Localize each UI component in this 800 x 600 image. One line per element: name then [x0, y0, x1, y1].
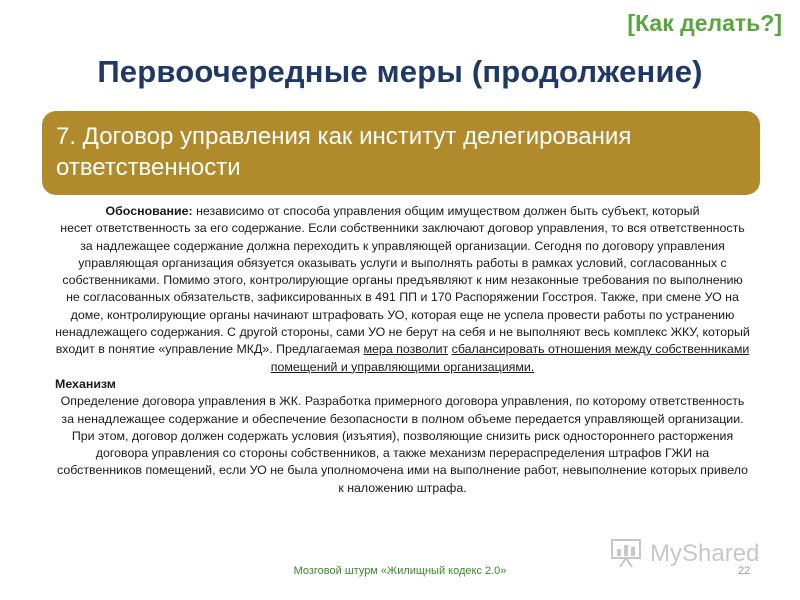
justification-label: Обоснование: [105, 204, 193, 218]
slide-body [55, 203, 750, 497]
footer-text: Мозговой штурм «Жилищный кодекс 2.0» [293, 565, 507, 577]
mechanism-text: Определение договора управления в ЖК. Разработка примерного договора управления, по которому ответственность за ненадлежащее содержание и обеспечение безопасности в полном объеме передается управляющей организации. При этом, договор должен содержать условия (изъятия), позволяющие снизить риск одностороннего расторжения договора управления со стороны собственников, а также механизм перераспределения штрафов ГЖИ на собственников помещений, если УО не была уполномочена ими на выполнение работ, невыполнение которых привело к наложению штрафа. [56, 394, 748, 495]
justification-underlined-2: сбалансировать отношения между собственниками помещений и управляющими организациями. [270, 342, 750, 374]
justification-underlined-1: мера позволит [363, 342, 449, 357]
subtitle-banner [42, 111, 760, 195]
page-number: 22 [738, 565, 751, 577]
justification-paragraph [55, 220, 750, 376]
justification-first-line [55, 203, 750, 220]
section-tag: [Как делать?] [627, 10, 782, 36]
slide-title: Первоочередные меры (продолжение) [97, 54, 703, 89]
banner-text: 7. Договор управления как институт делегирования ответственности [56, 123, 632, 181]
presentation-board-icon [610, 538, 644, 568]
watermark-text: MyShared [650, 540, 760, 567]
mechanism-heading: Механизм [55, 376, 116, 391]
justification-text: несет ответственность за его содержание. Если собственники заключают договор управления, то вся ответственность за надлежащее содержание должна переходить к управляющей организации. Сегодня по договору управления управляющая организация обязуется оказывать услуги и выполнять работы в рамках условий, согласованных с собственниками. Помимо этого, контролирующие органы предъявляют к ним незаконные требования по выполнению не согласованных обязательств, зафиксированных в 491 ПП и 170 Распоряжении Госстроя. Также, при смене УО на доме, контролирующие органы начинают штрафовать УО, которая еще не успела провести работы по устранению ненадлежащего содержания. С другой стороны, сами УО не берут на себя и не выполняют весь комплекс ЖКУ, который входит в понятие «управление МКД». Предлагаемая [55, 221, 750, 357]
justification-line1: независимо от способа управления общим имуществом должен быть субъект, который [196, 204, 700, 218]
